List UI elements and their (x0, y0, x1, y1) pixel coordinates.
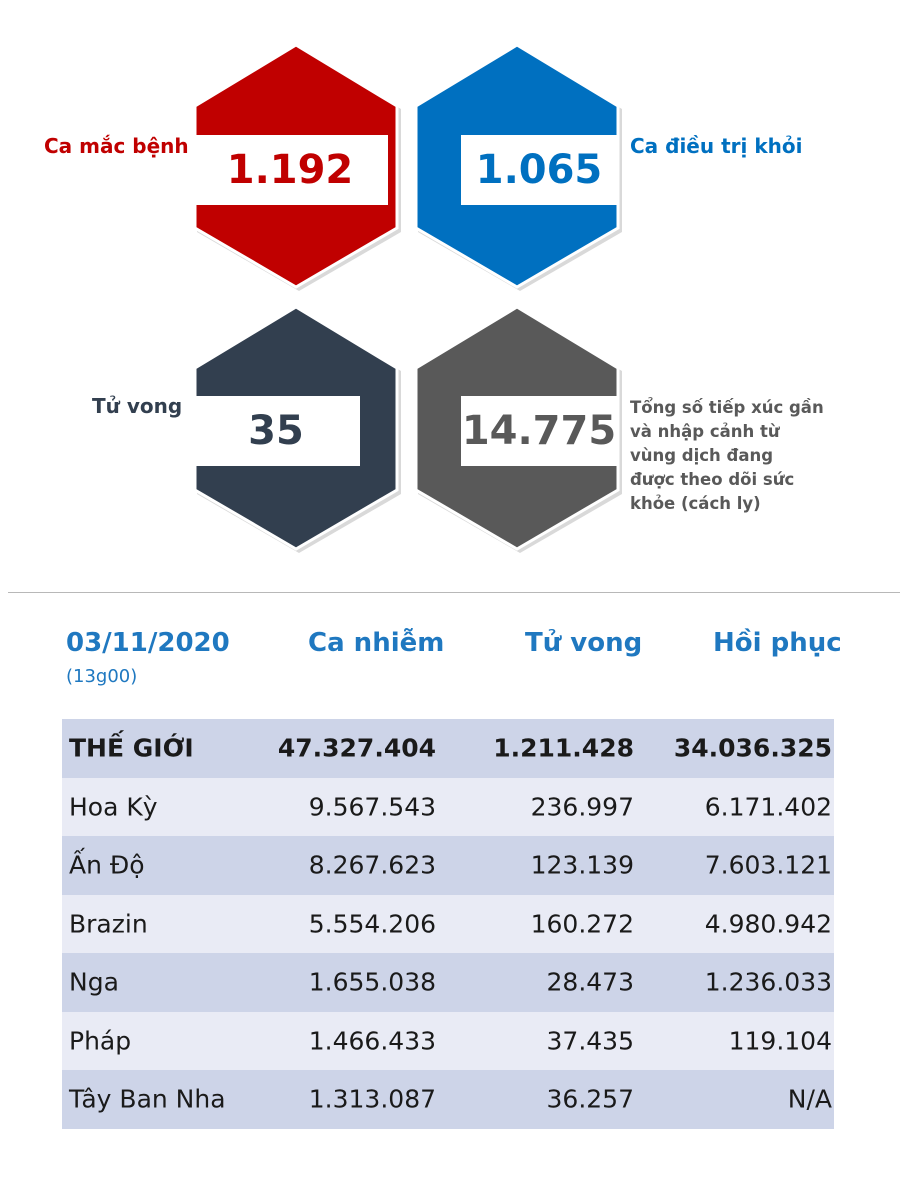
row-deaths: 160.272 (530, 909, 634, 939)
row-recovered: 4.980.942 (704, 909, 832, 939)
header-recovered: Hồi phục (713, 628, 842, 658)
deaths-label: Tử vong (92, 394, 183, 418)
row-recovered: 1.236.033 (704, 967, 832, 997)
monitored-value: 14.775 (461, 396, 617, 466)
recovered-label: Ca điều trị khỏi (630, 134, 803, 158)
row-recovered: N/A (787, 1084, 832, 1114)
row-cases: 9.567.543 (308, 792, 436, 822)
row-region: Brazin (69, 909, 148, 939)
table-row (62, 778, 834, 837)
stats-table (62, 719, 834, 1129)
row-region: Nga (69, 967, 119, 997)
row-cases: 5.554.206 (308, 909, 436, 939)
table-row-world (62, 719, 834, 778)
row-cases: 1.313.087 (308, 1084, 436, 1114)
deaths-value: 35 (192, 396, 360, 466)
row-region: Pháp (69, 1026, 132, 1056)
row-deaths: 37.435 (546, 1026, 634, 1056)
monitored-label-line: khỏe (cách ly) (630, 494, 761, 513)
row-cases: 1.466.433 (308, 1026, 436, 1056)
row-cases: 47.327.404 (277, 733, 436, 763)
row-deaths: 36.257 (546, 1084, 634, 1114)
section-divider (8, 592, 900, 593)
row-deaths: 28.473 (546, 967, 634, 997)
row-recovered: 6.171.402 (704, 792, 832, 822)
header-deaths: Tử vong (525, 628, 643, 658)
cases-label: Ca mắc bệnh (44, 134, 189, 158)
row-deaths: 123.139 (530, 850, 634, 880)
monitored-label-line: vùng dịch đang (630, 446, 774, 465)
table-row (62, 953, 834, 1012)
table-row (62, 895, 834, 954)
deaths-hexagon (192, 306, 406, 556)
row-region: Hoa Kỳ (69, 792, 158, 822)
row-recovered: 34.036.325 (673, 733, 832, 763)
recovered-hexagon (413, 44, 627, 294)
cases-value: 1.192 (192, 135, 388, 205)
row-region: THẾ GIỚI (69, 733, 194, 763)
table-row (62, 1012, 834, 1071)
monitored-hexagon (413, 306, 627, 556)
row-region: Tây Ban Nha (69, 1084, 226, 1114)
monitored-label-line: được theo dõi sức (630, 470, 795, 489)
header-cases: Ca nhiễm (308, 628, 445, 658)
row-deaths: 1.211.428 (493, 733, 634, 763)
cases-hexagon (192, 44, 406, 294)
recovered-value: 1.065 (461, 135, 617, 205)
monitored-label-line: và nhập cảnh từ (630, 422, 780, 441)
monitored-label (630, 396, 824, 516)
table-time: (13g00) (66, 666, 138, 687)
table-date: 03/11/2020 (66, 628, 230, 658)
row-cases: 1.655.038 (308, 967, 436, 997)
row-deaths: 236.997 (530, 792, 634, 822)
row-cases: 8.267.623 (308, 850, 436, 880)
row-recovered: 7.603.121 (704, 850, 832, 880)
table-row (62, 1070, 834, 1129)
table-row (62, 836, 834, 895)
row-region: Ấn Độ (69, 850, 145, 880)
monitored-label-line: Tổng số tiếp xúc gần (630, 398, 824, 417)
row-recovered: 119.104 (728, 1026, 832, 1056)
